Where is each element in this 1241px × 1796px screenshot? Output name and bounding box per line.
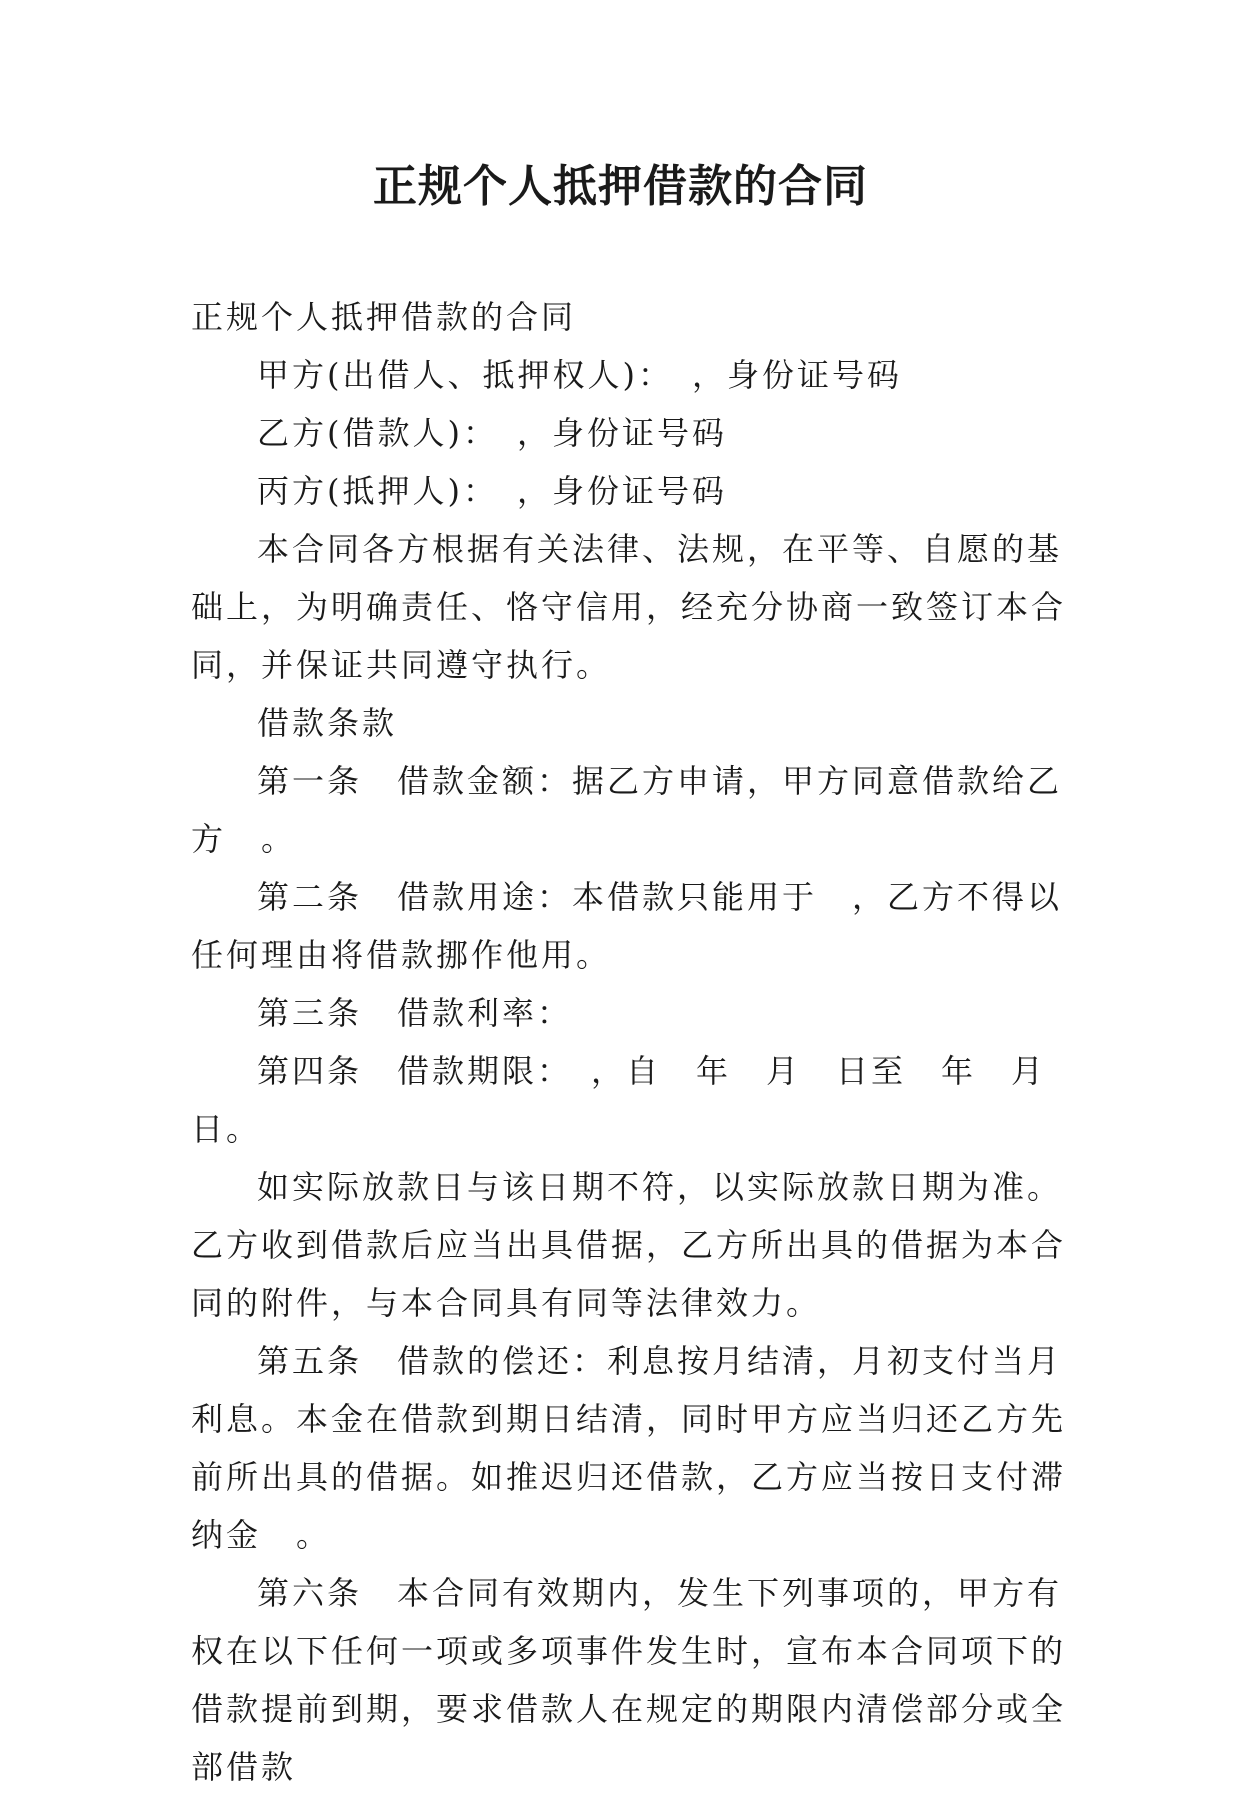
article-6-paragraph: 第六条 本合同有效期内，发生下列事项的，甲方有权在以下任何一项或多项事件发生时，宣布本合同项下的借款提前到期，要求借款人在规定的期限内清偿部分或全部借款 (191, 1574, 1067, 1786)
document-body (191, 288, 1082, 1796)
preamble-paragraph: 本合同各方根据有关法律、法规，在平等、自愿的基础上，为明确责任、恪守信用，经充分协商一致签订本合同，并保证共同遵守执行。 (191, 530, 1067, 684)
party-c-paragraph: 丙方(抵押人)： ，身份证号码 (257, 472, 727, 510)
article-1-paragraph: 第一条 借款金额：据乙方申请，甲方同意借款给乙方 。 (191, 762, 1063, 858)
subtitle-paragraph: 正规个人抵押借款的合同 (191, 298, 577, 336)
document-title: 正规个人抵押借款的合同 (373, 161, 868, 212)
article-3-paragraph: 第三条 借款利率： (257, 994, 573, 1032)
article-5-paragraph: 第五条 借款的偿还：利息按月结清，月初支付当月利息。本金在借款到期日结清，同时甲方应当归还乙方先前所出具的借据。如推迟归还借款，乙方应当按日支付滞纳金 。 (191, 1342, 1067, 1554)
article-4-paragraph: 第四条 借款期限： ，自 年 月 日至 年 月 日。 (191, 1052, 1082, 1148)
section-heading: 借款条款 (257, 704, 398, 742)
article-4-note-paragraph: 如实际放款日与该日期不符，以实际放款日期为准。乙方收到借款后应当出具借据，乙方所出具的借据为本合同的附件，与本合同具有同等法律效力。 (191, 1168, 1067, 1322)
party-a-paragraph: 甲方(出借人、抵押权人)： ，身份证号码 (257, 356, 902, 394)
party-b-paragraph: 乙方(借款人)： ，身份证号码 (257, 414, 727, 452)
article-2-paragraph: 第二条 借款用途：本借款只能用于 ，乙方不得以任何理由将借款挪作他用。 (191, 878, 1063, 974)
